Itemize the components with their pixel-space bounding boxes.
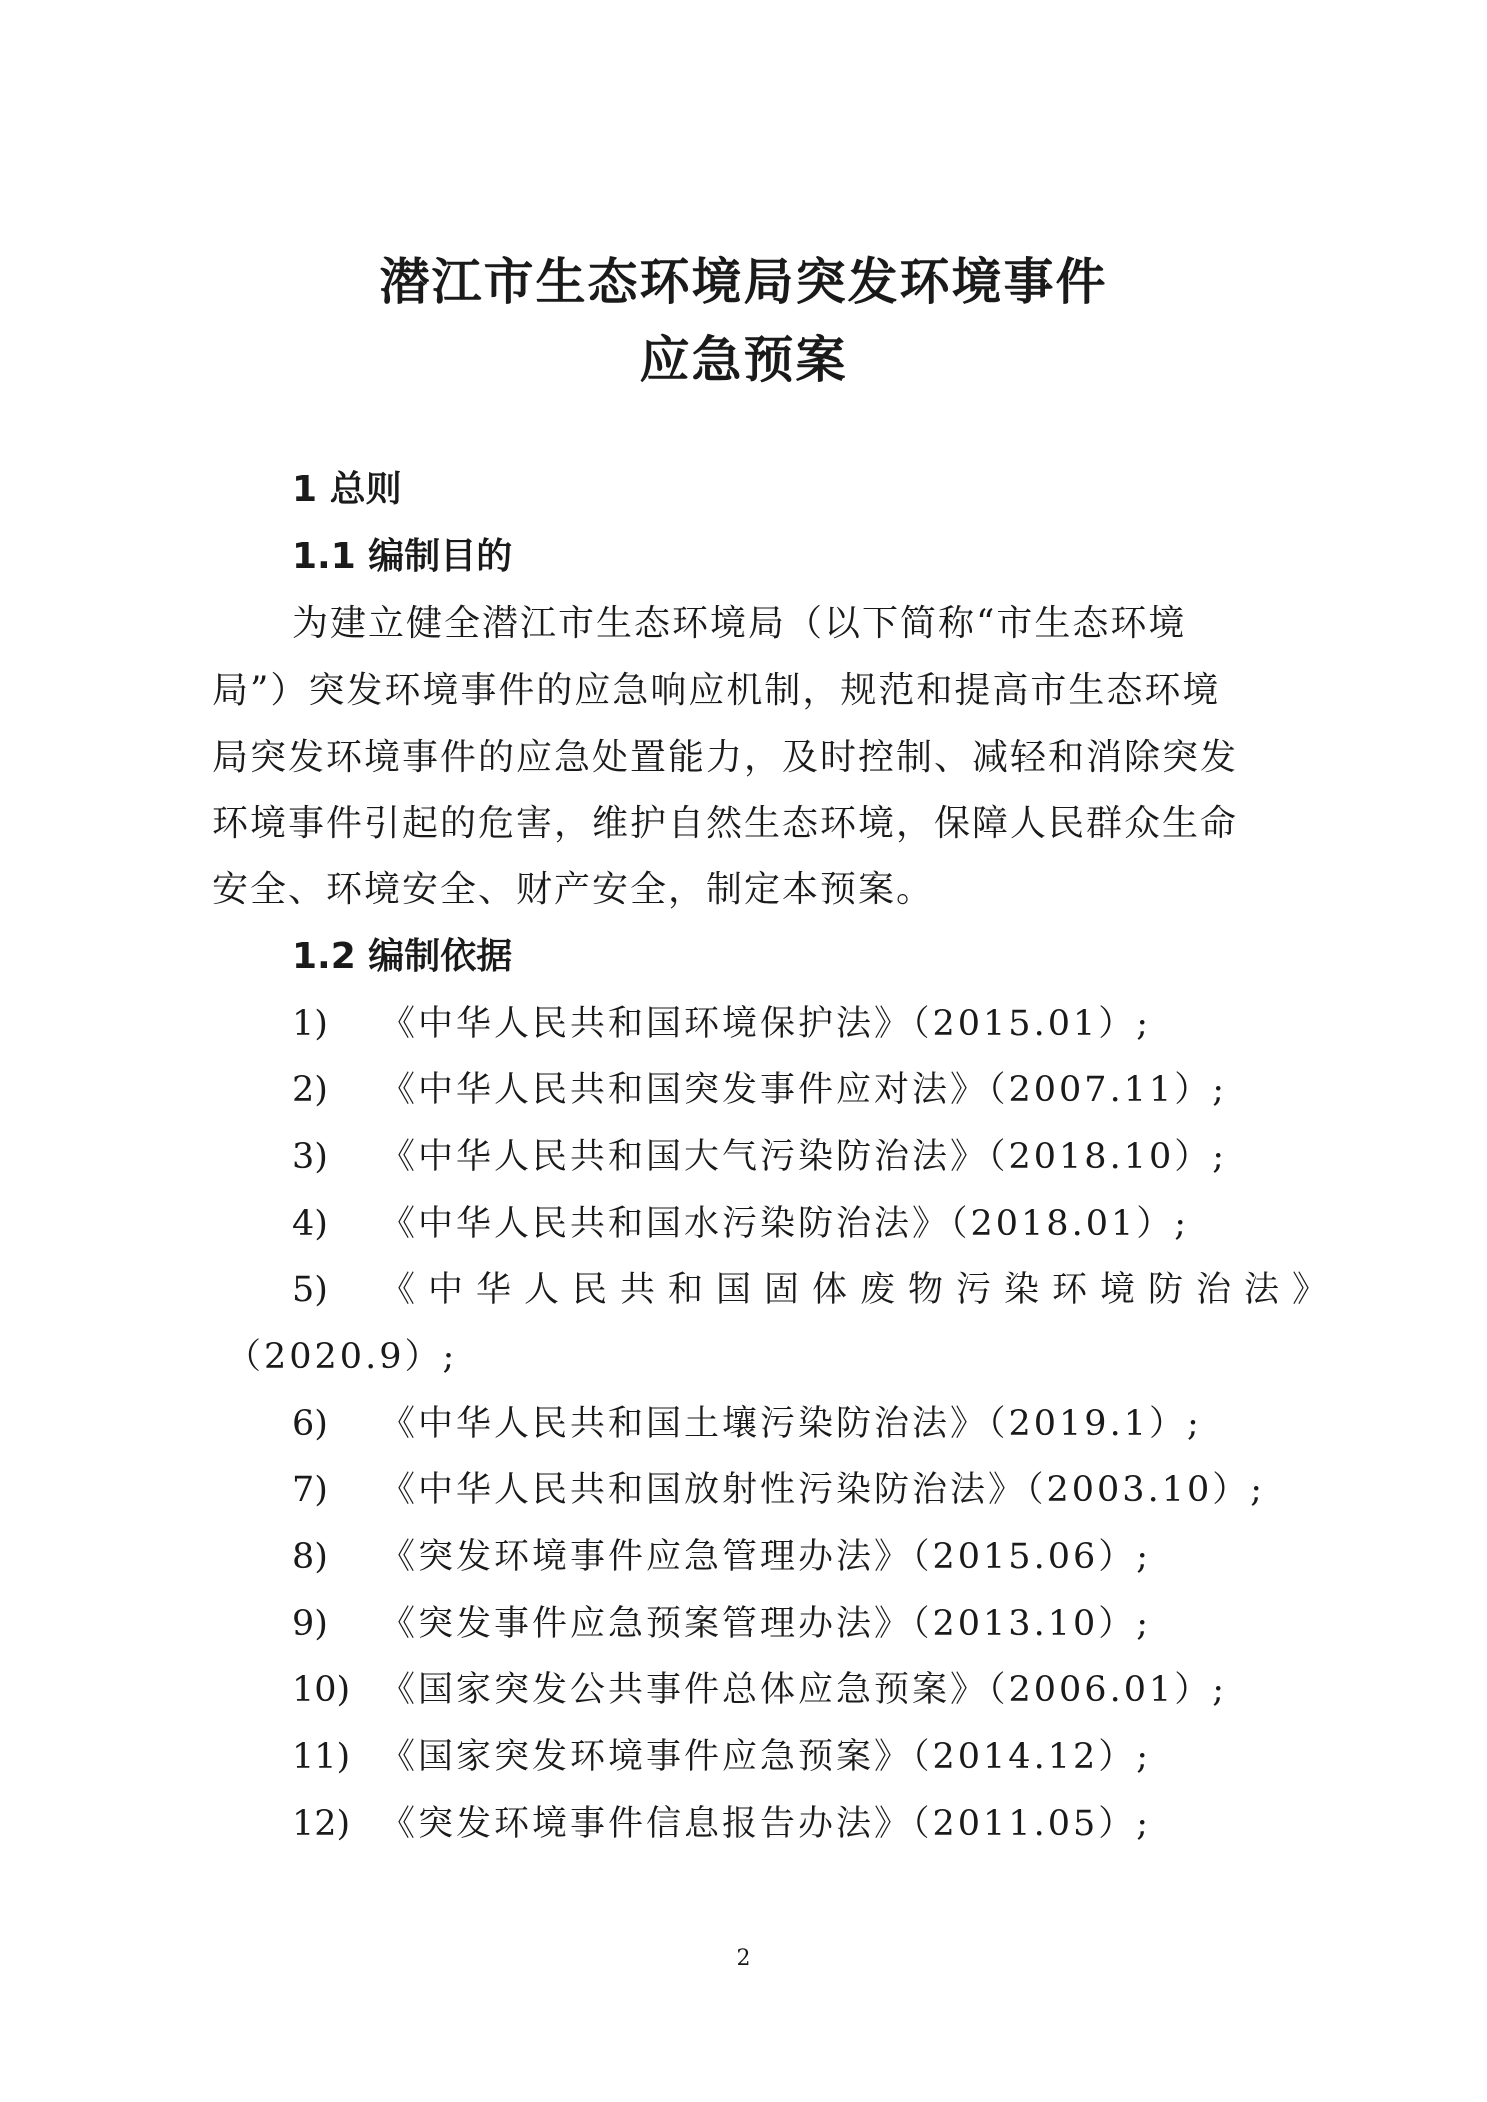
document-title-line-1: 潜江市生态环境局突发环境事件 <box>379 253 1108 311</box>
section-heading-general: 1 总则 <box>292 469 402 510</box>
list-item-number: 3) <box>292 1137 328 1177</box>
list-item-text: 《突发环境事件应急管理办法》（2015.06）; <box>380 1537 1152 1577</box>
list-item-text: 《中华人民共和国水污染防治法》（2018.01）; <box>380 1204 1190 1244</box>
list-item <box>292 1468 1265 1512</box>
list-item-text: 《中华人民共和国大气污染防治法》（2018.10）; <box>380 1137 1228 1177</box>
purpose-paragraph-line: 环境事件引起的危害，维护自然生态环境，保障人民群众生命 <box>212 803 1239 844</box>
list-item <box>292 1002 1151 1046</box>
list-item-text: 《中华人民共和国环境保护法》（2015.01）; <box>380 1004 1152 1044</box>
list-item-number: 12) <box>292 1804 351 1844</box>
section-heading-basis: 1.2 编制依据 <box>292 936 513 977</box>
list-item-number: 8) <box>292 1537 328 1577</box>
list-item <box>292 1135 1227 1179</box>
list-item-number: 9) <box>292 1604 328 1644</box>
list-item <box>292 1402 1202 1446</box>
purpose-paragraph-line: 安全、环境安全、财产安全，制定本预案。 <box>212 869 935 910</box>
list-item <box>292 1802 1151 1846</box>
list-item-number: 11) <box>292 1737 351 1777</box>
list-item-text: 《国家突发环境事件应急预案》（2014.12）; <box>380 1737 1152 1777</box>
list-item-number: 4) <box>292 1204 328 1244</box>
list-item-number: 7) <box>292 1470 328 1510</box>
list-item-text: 《中华人民共和国放射性污染防治法》（2003.10）; <box>380 1470 1266 1510</box>
list-item-number: 1) <box>292 1004 328 1044</box>
list-item-text: 《中华人民共和国固体废物污染环境防治法》 <box>380 1270 1341 1310</box>
list-item-text: 《突发事件应急预案管理办法》（2013.10）; <box>380 1604 1152 1644</box>
list-item-number: 10) <box>292 1670 351 1710</box>
list-item-number: 2) <box>292 1070 328 1110</box>
list-item <box>292 1535 1151 1579</box>
list-item-text: 《中华人民共和国突发事件应对法》（2007.11）; <box>380 1070 1228 1110</box>
purpose-paragraph-line: 局”）突发环境事件的应急响应机制，规范和提高市生态环境 <box>212 670 1221 711</box>
list-item-text: 《国家突发公共事件总体应急预案》（2006.01）; <box>380 1670 1228 1710</box>
list-item <box>292 1202 1189 1246</box>
section-heading-purpose: 1.1 编制目的 <box>292 536 513 577</box>
list-item <box>292 1268 1340 1312</box>
list-item-number: 6) <box>292 1404 328 1444</box>
list-item-text: 《突发环境事件信息报告办法》（2011.05）; <box>380 1804 1152 1844</box>
list-item <box>292 1668 1227 1712</box>
list-item-text: 《中华人民共和国土壤污染防治法》（2019.1）; <box>380 1404 1202 1444</box>
list-item <box>292 1602 1151 1646</box>
purpose-paragraph-line: 局突发环境事件的应急处置能力，及时控制、减轻和消除突发 <box>212 737 1239 778</box>
document-title-line-2: 应急预案 <box>639 331 848 389</box>
list-item <box>292 1735 1151 1779</box>
list-item-continuation: （2020.9）; <box>226 1337 458 1377</box>
list-item <box>292 1068 1227 1112</box>
purpose-paragraph-line: 为建立健全潜江市生态环境局（以下简称“市生态环境 <box>292 603 1187 644</box>
list-item-number: 5) <box>292 1270 328 1310</box>
page-number: 2 <box>736 1946 751 1971</box>
